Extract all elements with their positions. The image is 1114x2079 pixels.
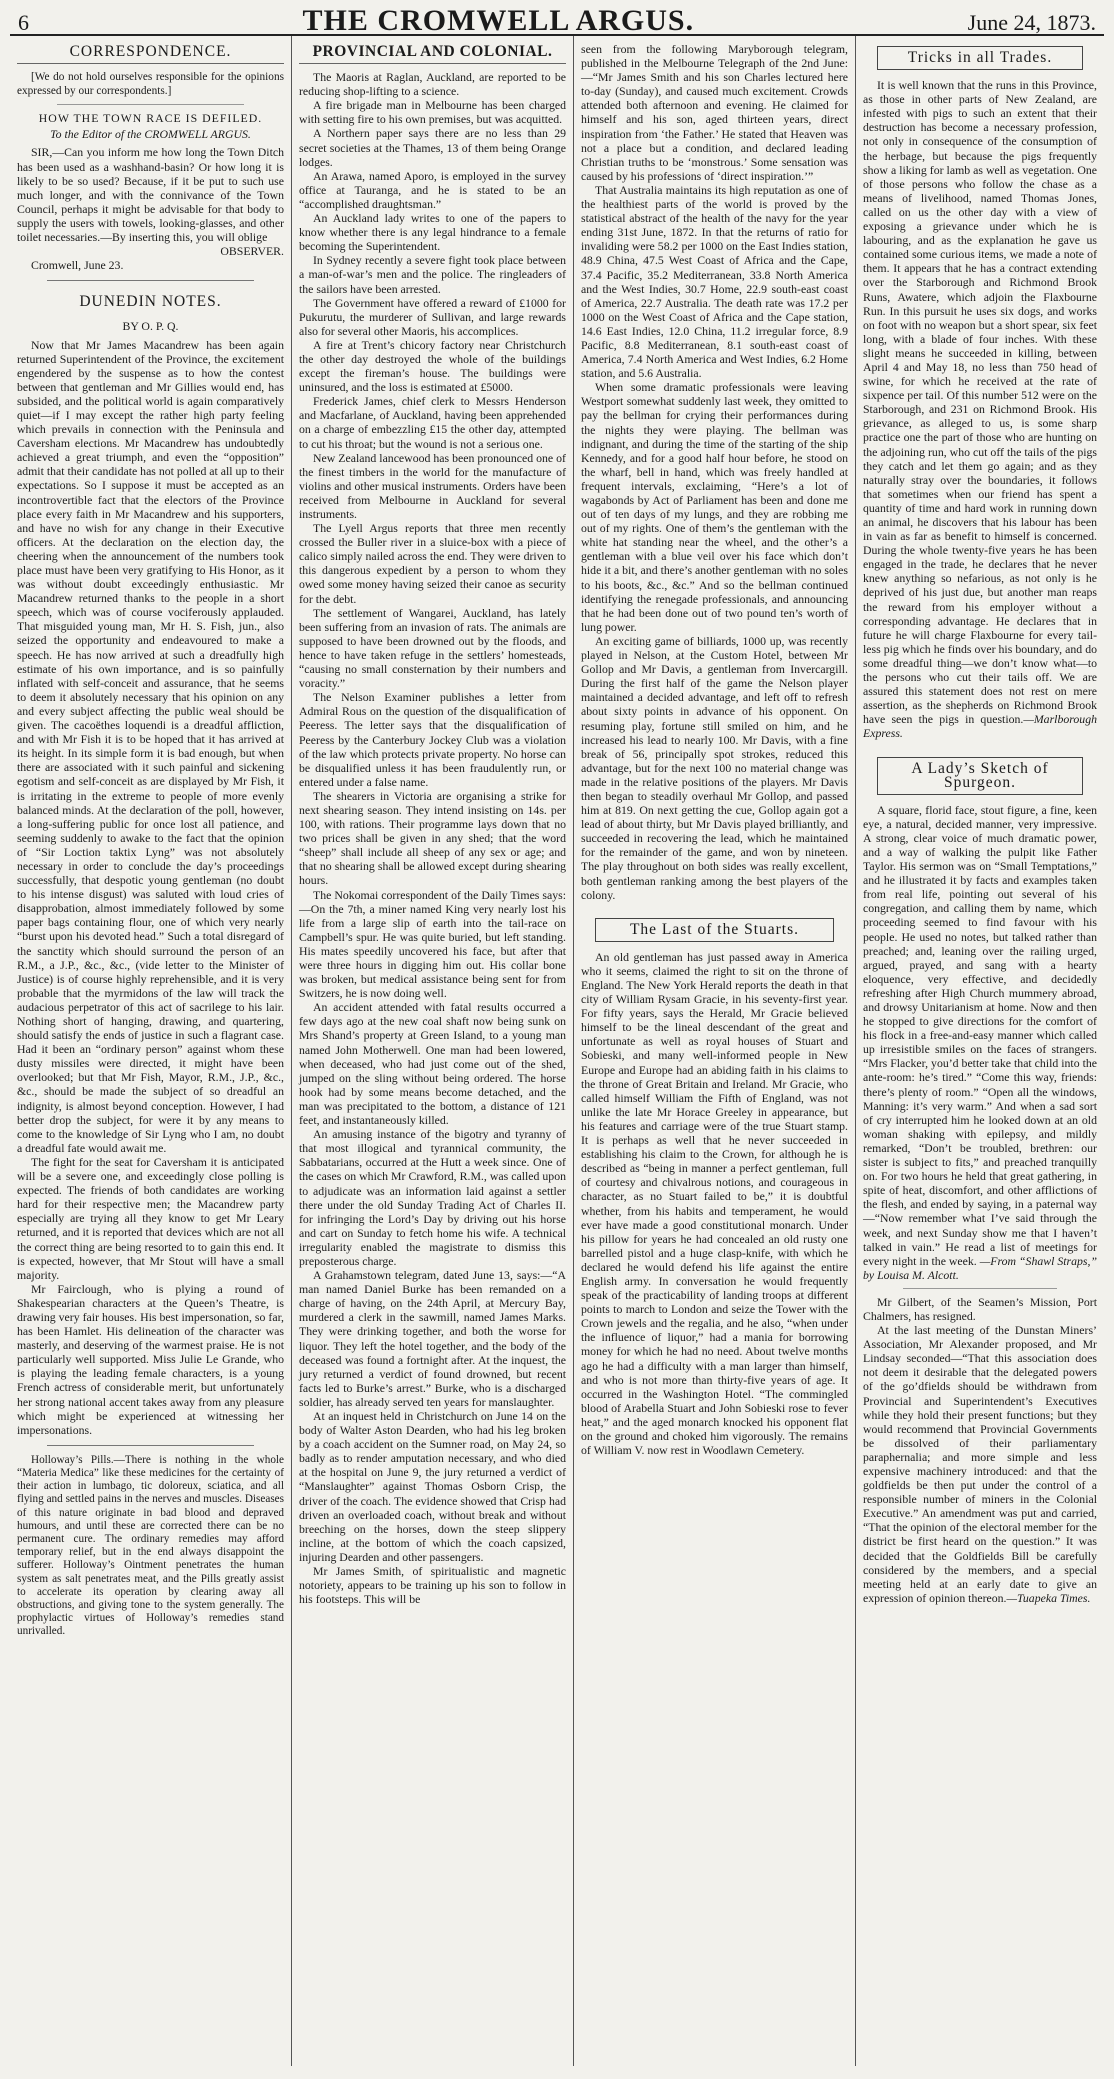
letter-title: HOW THE TOWN RACE IS DEFILED. [38, 111, 263, 126]
column-3 [574, 36, 856, 2066]
dunstan-credit: —Tuapeka Times. [1006, 1590, 1091, 1605]
provincial-item: New Zealand lancewood has been pronounced one of the finest timbers in the world for the manufacture of violins and other musical instruments. Orders have been received from Melbourne in Auckland for several instruments. [299, 450, 566, 521]
divider [903, 1288, 1057, 1289]
gilbert-item: Mr Gilbert, of the Seamen’s Mission, Port Chalmers, has resigned. [863, 1294, 1097, 1323]
column-1 [10, 36, 292, 2066]
dunstan-body: At the last meeting of the Dunstan Miners’ Association, Mr Alexander proposed, and Mr Lindsay seconded—“That this association does not deem it desirable that the delegated powers of the go’dfields should be withdrawn from Provincial and Superintendent’s Executives while they hold their present functions; but they would recommend that Provincial Governments be dissolved of their parliamentary paraphernalia; and more simple and less expensive machinery introduced: and that the goldfields be then put under the control of a responsible number of miners in the Colonial Executive.” An amendment was put and carried, “That the opinion of the electoral member for the district be first heard on the question.” It was decided that the Goldfields Bill be carefully considered by the members, and a special meeting held at an early date to give an expression of opinion thereon. [863, 1323, 1097, 1605]
letter-place-date: Cromwell, June 23. [31, 258, 124, 273]
provincial-item: An Arawa, named Aporo, is employed in the survey office at Tauranga, and he is stated to be an “accomplished draughtsman.” [299, 168, 566, 211]
provincial-item: At an inquest held in Christchurch on June 14 on the body of Walter Aston Dearden, who had his leg broken by a coach accident on the Sumner road, on May 24, so badly as to render amputation necessary, and who died at the hospital on June 9, the jury returned a verdict of “Manslaughter” against Thomas Osborn Crisp, the driver of the coach. The evidence showed that Crisp had driven an overloaded coach, without break and without breeching on the horses, down the steep slippery incline, at the bottom of which the coach capsized, injuring Dearden and other passengers. [299, 1409, 566, 1564]
divider [57, 104, 244, 105]
page-number: 6 [18, 10, 29, 35]
news-item: An exciting game of billiards, 1000 up, was recently played in Nelson, at the Custom Hotel, between Mr Gollop and Mr Davis, a gentleman from Invercargill. During the first half of the game the Nelson player maintained a decided advantage, and left off to refresh about sixty points in advance of his opponent. On resuming play, fortune still smiled on him, and he increased his lead to nearly 100. Mr Davis, with a fine break of 56, principally spot strokes, reduced this advantage, but for the next 100 no material change was made in the relative positions of the players. Mr Davis then began to steadily overhaul Mr Gollop, and passed him at 819. On next getting the cue, Gollop again got a lead of about thirty, but Mr Davis played brilliantly, and succeeded in recovering the lead, which he maintained for the remainder of the game, and won by nineteen. The play throughout on both sides was really excellent, both gentleman ranking among the best players of the colony. [581, 633, 848, 902]
provincial-item: A fire brigade man in Melbourne has been charged with setting fire to his own premises, but was acquitted. [299, 98, 566, 127]
news-item: That Australia maintains its high reputation as one of the healthiest parts of the world is proved by the statistical abstract of the health of the navy for the year ending 31st June, 1872. In that the returns of ratio for invaliding were 58.2 per 1000 on the East Indies station, 48.9 China, 47.5 West Coast of Africa and the Cape, 37.4 Pacific, 35.2 Mediterranean, 33.8 North America and the West Indies, 30.7 Home, 22.9 south-east coast of America, 22.7 Australia. The death rate was 17.2 per 1000 on the West Coast of Africa and the Cape station, 14.6 East Indies, 12.0 China, 11.2 irregular force, 8.9 Pacific, 8.8 Mediterranean, 8.1 south-east coast of America, 7.4 North America and West Indies, 6.2 Home station, and 5.6 Australia. [581, 182, 848, 381]
smith-continuation: seen from the following Maryborough telegram, published in the Melbourne Telegraph of the 2nd June:—“Mr James Smith and his son Charles lectured here to-day (Sunday), and caused much excitement. Crowds attended both afternoon and evening. He claimed for himself and his son, aged thirteen years, direct inspiration from ‘the Father.’ He stated that Heaven was not a place but a condition, and declared leading Christian truths to be ‘monstrous.’ Some sensation was caused by his professions of ‘direct inspiration.’” [581, 42, 848, 183]
letter-salutation: To the Editor of the CROMWELL ARGUS. [50, 127, 251, 142]
provincial-item: An amusing instance of the bigotry and tyranny of that most illogical and tyrannical community, the Sabbatarians, occurred at the Hutt a week since. One of the cases on which Mr Crawford, R.M., was called upon to adjudicate was an information laid against a settler there under the old Sunday Trading Act of Charles II. for infringing the Lord’s Day by driving out his horse and cart on Sunday to fetch home his wife. A technical irregularity enabled the magistrate to dismiss this preposterous charge. [299, 1127, 566, 1268]
tricks-heading: Tricks in all Trades. [877, 46, 1083, 70]
letter-body: SIR,—Can you inform me how long the Town Ditch has been used as a washhand-basin? Or how long it is likely to be so used? Because, if it be put to such use much longer, and with the connivance of the Town Council, perhaps it might be advisable for that body to supply the users with towels, looking-glasses, and other toilet necessaries.—By inserting this, you will oblige [17, 145, 284, 245]
provincial-item: Mr James Smith, of spiritualistic and magnetic notoriety, appears to be training up his son to follow in his footsteps. This will be [299, 1564, 566, 1607]
provincial-heading: PROVINCIAL AND COLONIAL. [299, 45, 566, 64]
masthead [10, 4, 1104, 36]
column-2 [292, 36, 574, 2066]
dunedin-paragraph: Now that Mr James Macandrew has been again returned Superintendent of the Province, the excitement engendered by the suspense as to how the contest between that gentleman and Mr Gillies would end, has subsided, and the political world is again comparatively quiet—if I may except the rather high party feeling which prevails in connection with the Peninsula and Caversham elections. Mr Macandrew has undoubtedly achieved a great triumph, and even the “opposition” admit that their candidate has not polled at all up to their expectations. So I suppose it must be accepted as an incontrovertible fact that the electors of the Province place every faith in Mr Macandrew and his supporters, and have no wish for any change in their Executive officers. At the declaration on the election day, the cheering when the announcement of the numbers took place must have been very gratifying to His Honor, as it was without doubt exceedingly enthusiastic. Mr Macandrew returned thanks to the people in a short speech, which was of course vociferously applauded. That misguided young man, Mr H. S. Fish, jun., also seized the opportunity and endeavoured to make a speech. He has now arrived at such a dreadfully high estimate of his own importance, and is so painfully inflated with self-conceit and assurance, that he seems to deem it absolutely necessary that his opinion on any and every subject affecting the public weal should be given. The cacoëthes loquendi is a dreadful affliction, and with Mr Fish it is to be hoped that it has arrived at its height. In its simple form it is bad enough, but when there are associated with it such painful and sickening egotism and self-conceit as are displayed by Mr Fish, it is irritating in the extreme to people of more evenly balanced minds. At the declaration of the poll, however, a long-suffering public for once lost all patience, and seeming suddenly to awake to the fact that the opinion of “Sir Loction taktix Lyng” was not absolutely necessary in order to conclude the day’s proceedings successfully, that despotic young gentleman (no doubt to his intense disgust) was saluted with loud cries of disapprobation, almost immediately followed by some paper bags containing flour, one of which very nearly “burst upon his devoted head.” Such a total disregard of the sanctity which should surround the person of an R.M., a J.P., &c., &c., (vide letter to the Minister of Justice) is of course highly reprehensible, and it is very probable that the myrmidons of the law will track the audacious perpetrator of this act of sacrilege to his lair. Nothing short of hanging, drawing, and quartering, should satisfy the ends of justice in such a flagrant case. Had it been an “ordinary person” against whom these dusty missiles were directed, it might have been overlooked; but that Mr Fish, Mayor, R.M., J.P., &c., &c., should be made the subject of so dreadful an indignity, is almost beyond conception. However, I had better drop the subject, for were it by any means to come to the knowledge of Sir Lyng who I am, no doubt a dreadful fate would await me. [17, 337, 284, 1155]
provincial-item: The Lyell Argus reports that three men recently crossed the Buller river in a sluice-box with a piece of calico simply nailed across the end. They were driven to this dangerous expedient by a person to whom they owed some money having seized their canoe as security for the debt. [299, 521, 566, 606]
column-4 [856, 36, 1104, 2066]
columns [10, 36, 1104, 2066]
provincial-item: The Maoris at Raglan, Auckland, are reported to be reducing shop-lifting to a science. [299, 70, 566, 99]
letter-signature: OBSERVER. [220, 244, 284, 259]
issue-date: June 24, 1873. [967, 10, 1096, 35]
dunedin-heading: DUNEDIN NOTES. [79, 293, 222, 311]
dunedin-paragraph: The fight for the seat for Caversham it is anticipated will be a severe one, and exceedingly close polling is expected. The friends of both candidates are working hard for their respective men; the Macandrew party especially are trying all they know to get Mr Leary returned, and it is reported that devices which are not all the correct thing are being resorted to to gain this end. It is expected, however, that Mr Stout will have a small majority. [17, 1154, 284, 1282]
holloway-advert: Holloway’s Pills.—There is nothing in the whole “Materia Medica” like these medicines for the certainty of their action in lumbago, tic doloreux, sciatica, and all flying and settled pains in the nerves and muscles. Diseases of this nature originate in bad blood and depraved humours, and until these are corrected there can be no permanent cure. The ordinary remedies may afford temporary relief, but in the end always disappoint the sufferer. Holloway’s Ointment penetrates the human system as salt penetrates meat, and the Pills greatly assist to accelerate its operation by clearing away all obstructions, and giving tone to the system generally. The prophylactic virtues of Holloway’s remedies stand unrivalled. [17, 1453, 284, 1638]
newspaper-title: THE CROMWELL ARGUS. [302, 4, 695, 37]
divider [47, 1445, 254, 1446]
correspondence-disclaimer: [We do not hold ourselves responsible for the opinions expressed by our correspondents.] [17, 71, 284, 98]
dunstan-item [863, 1323, 1097, 1605]
correspondence-heading: CORRESPONDENCE. [17, 45, 284, 64]
spurgeon-credit: —From “Shawl Straps,” by Louisa M. Alcott. [863, 1253, 1098, 1282]
provincial-item: In Sydney recently a severe fight took place between a man-of-war’s men and the police. The ringleaders of the sailors have been arrested. [299, 253, 566, 296]
provincial-item: The settlement of Wangarei, Auckland, has lately been suffering from an invasion of rats. The animals are supposed to have been drowned out by the floods, and hence to have taken refuge in the settlers’ homesteads, “causing no small consternation by their numbers and voracity.” [299, 605, 566, 691]
spurgeon-article [863, 803, 1097, 1282]
provincial-item: A fire at Trent’s chicory factory near Christchurch the other day destroyed the whole of the buildings except the fireman’s house. The buildings were uninsured, and the loss is estimated at £5000. [299, 337, 566, 395]
provincial-item: An Auckland lady writes to one of the papers to know whether there is any legal hindrance to a female becoming the Superintendent. [299, 211, 566, 254]
spurgeon-body: A square, florid face, stout figure, a fine, keen eye, a natural, decided manner, very impressive. A strong, clear voice of much dramatic power, and a way of walking the pulpit like Father Taylor. His sermon was on “Small Temptations,” and he illustrated it by facts and examples taken from real life, pointing out several of his congregation, and calling them by name, which proceeding seemed to find favour with his people. He used no notes, but talked rather than preached; and, leaning over the railing urged, argued, prayed, and sang with a hearty eloquence, very effective, and decidedly refreshing after High Church mummery abroad, and drowsy Unitarianism at home. Now and then he stopped to give directions for the comfort of his flock in a free-and-easy manner which called up irresistible smiles on the faces of strangers. “Mrs Flacker, you’d better take that child into the ante-room: he’s tired.” “Come this way, friends: there’s plenty of room.” “Open all the windows, Manning: it’s very warm.” And when a sad sort of cry interrupted him he looked down at an old woman shaking with epilepsy, and mildly remarked, “Don’t be troubled, brethren: our sister is subject to fits,” and preached tranquilly on. For two hours he held that great gathering, in spite of heat, discomfort, and other afflictions of the flesh, and ended by saying, in a paternal way—“Now remember what I’ve said through the week, and next Sunday show me that I haven’t talked in vain.” He read a list of meetings for every night in the week. [863, 802, 1097, 1268]
provincial-item: An accident attended with fatal results occurred a few days ago at the new coal shaft now being sunk on Mrs Shand’s property at Green Island, to a young man named John Motherwell. One man had been lowered, when deceased, who had just come out of the shed, jumped on the sling without being ordered. The horse hook had by some means become detached, and the man was precipitated to the bottom, a distance of 121 feet, and instantaneously killed. [299, 1000, 566, 1128]
divider [47, 280, 254, 281]
provincial-item: The Nelson Examiner publishes a letter from Admiral Rous on the question of the disqualification of Peeress. The letter says that the disqualification of Peeress by the Canterbury Jockey Club was a violation of the law which protects private property. No horse can be disqualified unless it has been fraudulently run, or entered under a false name. [299, 690, 566, 789]
provincial-item: The Government have offered a reward of £1000 for Pukurutu, the murderer of Sullivan, and large rewards also for several other Maoris, his accomplices. [299, 295, 566, 338]
stuarts-article: An old gentleman has just passed away in America who it seems, claimed the right to sit on the throne of England. The New York Herald reports the death in that city of William Rysam Gracie, in his seventy-first year. For fifty years, says the Herald, Mr Gracie believed himself to be the lineal descendant of the great and unfortunate as well as royal houses of Stuart and Sobieski, and many well-informed people in New Europe and Europe had an abiding faith in his claims to the throne of Great Britain and Ireland. Mr Gracie, who called himself William the Fifth of England, was not unlike the late Mr Horace Greeley in appearance, but his features and carriage were of the true Stuart stamp. It is perhaps as well that he never succeeded in establishing his claim to the Crown, for although he is described as “being in manner a perfect gentleman, full of courtesy and chivalrous notions, and courageous in character, as no Stuart failed to be,” it is doubtful whether, from his habits and temperament, he would ever have made a good constitutional monarch. Under his pillow for years he had concealed an old rusty one barrelled pistol and a huge clasp-knife, with which he declared he would defend his life against the entire English army. In conversation he would frequently speak of the practicability of landing troops at different points to march to London and seize the Tower with the Crown jewels and the regalia, and he also, “when under the influence of liquor,” had a mania for borrowing money for which he had no need. About twelve months ago he had a difficulty with a man larger than himself, and who is not more than thirty-five years of age. It occurred in the Washington Hotel. “The commingled blood of Arabella Stuart and John Sobieski rose to fever heat,” and the aged monarch knocked his opponent flat on the ground and choked him vigorously. The remains of William V. now rest in Woodlawn Cemetery. [581, 949, 848, 1458]
news-item: When some dramatic professionals were leaving Westport somewhat suddenly last week, they omitted to pay the bellman for crying their performances during the nights they were playing. The bellman was indignant, and during the time of the starting of the ship Kennedy, and for a good half hour before, he stood on the wharf, bell in hand, which was freely handled at frequent intervals, exclaiming, “Here’s a lot of wagabonds by Act of Parliament has been and done me out of ten days of my lungs, and they are robbing me out of my rights. One of them’s the gentleman with the white hat standing near the wheel, and the other’s a gentleman with a blue veil over his face which don’t hide it a bit, and there’s another gentleman with no soles to his boots, &c., &c.” And so the bellman continued identifying the renegade professionals, and announcing that he had been done out of two pound ten’s worth of lung power. [581, 380, 848, 634]
tricks-body: It is well known that the runs in this Province, as those in other parts of New Zealand, are infested with pigs to such an extent that their destruction has become a necessary profession, not only in consequence of the consumption of the herbage, but because the pigs frequently show a liking for lamb as well as vegetation. One of those persons who follow the chase as a means of livelihood, named Thomas Jones, called on us the other day with a view of exposing a grievance under which he is labouring, and as the explanation he gave us contained some curious items, we made a note of them. It appears that he has a contract extending over the Starborough and Richmond Brook Runs, Awatere, which adjoin the Flaxbourne Run. In this pursuit he uses six dogs, and works on foot with no weapon but a short spear, six feet long, with a blade of four inches. With these slight means he succeeded in killing, between April 4 and May 18, no less than 750 head of swine, for which he received at the rate of sixpence per tail. Of this number 512 were on the Starborough, and 231 on Richmond Brook. His grievance, as alleged to us, is some sharp practice one the part of those who are hunting on the adjoining run, who cut off the tails of the pigs they catch and let them go again; and as they naturally stray over the boundaries, it follows that sometimes when our friend has spent a quantity of time and hard work in running down an animal, he discovers that his labour has been in vain as far as benefit to himself is concerned. During the whole twenty-five years he has been engaged in the trade, he declares that he never knew anything so nefarious, as not only is he deprived of his just due, but another man reaps the reward from his employer without a corresponding advantage. He declares that in future he will charge Flaxbourne for every tail-less pig which he finds over his boundary, and do some dreadful thing—we don’t know what—to the persons who cut their tails off. We are assured this statement does not rest on mere assertion, as the shepherds on Richmond Brook have seen the pigs in question. [863, 78, 1097, 727]
spurgeon-heading: A Lady’s Sketch of Spurgeon. [877, 757, 1083, 795]
provincial-item: The shearers in Victoria are organising a strike for next shearing season. They intend insisting on 14s. per 100, with rations. Their programme lays down that no two prices shall be given in any shed; that the word “sheep” shall include all sheep of any sex or age; and that no shearing shall be allowed except during shearing hours. [299, 788, 566, 888]
tricks-credit: —Marlborough Express. [863, 712, 1097, 741]
provincial-item: The Nokomai correspondent of the Daily Times says:—On the 7th, a miner named King very nearly lost his life from a large slip of earth into the tail-race on Campbell’s spur. He was quite buried, but left standing. His mates speedily uncovered his face, but after that were three hours in digging him out. His collar bone was broken, but medical assistance being sent for from Switzers, he is now doing well. [299, 887, 566, 1001]
provincial-item: A Grahamstown telegram, dated June 13, says:—“A man named Daniel Burke has been remanded on a charge of having, on the 24th April, at Mercury Bay, murdered a clerk in the sawmill, named James Marks. They were drinking together, and both the worse for liquor. They left the hotel together, and the body of the deceased was found a fortnight after. At the inquest, the jury returned a verdict of found drowned, but recent facts led to Burke’s arrest.” Burke, who is a discharged soldier, has already served ten years for manslaughter. [299, 1268, 566, 1409]
stuarts-heading: The Last of the Stuarts. [595, 918, 834, 942]
dunedin-paragraph: Mr Fairclough, who is plying a round of Shakespearian characters at the Queen’s Theatre, is drawing very fair houses. His best impersonation, so far, has been Hamlet. His delineation of the character was masterly, and deserving of the warmest praise. He is not particularly well supported. Miss Julie Le Grande, who is playing the leading female characters, is a young French actress of considerable merit, but unfortunately her strong national accent takes away from any pleasure which might be experienced at witnessing her impersonations. [17, 1281, 284, 1437]
provincial-item: A Northern paper says there are no less than 29 secret societies at the Thames, 13 of them being Orange lodges. [299, 126, 566, 169]
tricks-article [863, 78, 1097, 740]
provincial-item: Frederick James, chief clerk to Messrs Henderson and Macfarlane, of Auckland, having been apprehended on a charge of embezzling £15 the other day, attempted to cut his throat; but the wound is not a serious one. [299, 394, 566, 451]
dunedin-byline: BY O. P. Q. [122, 319, 179, 334]
